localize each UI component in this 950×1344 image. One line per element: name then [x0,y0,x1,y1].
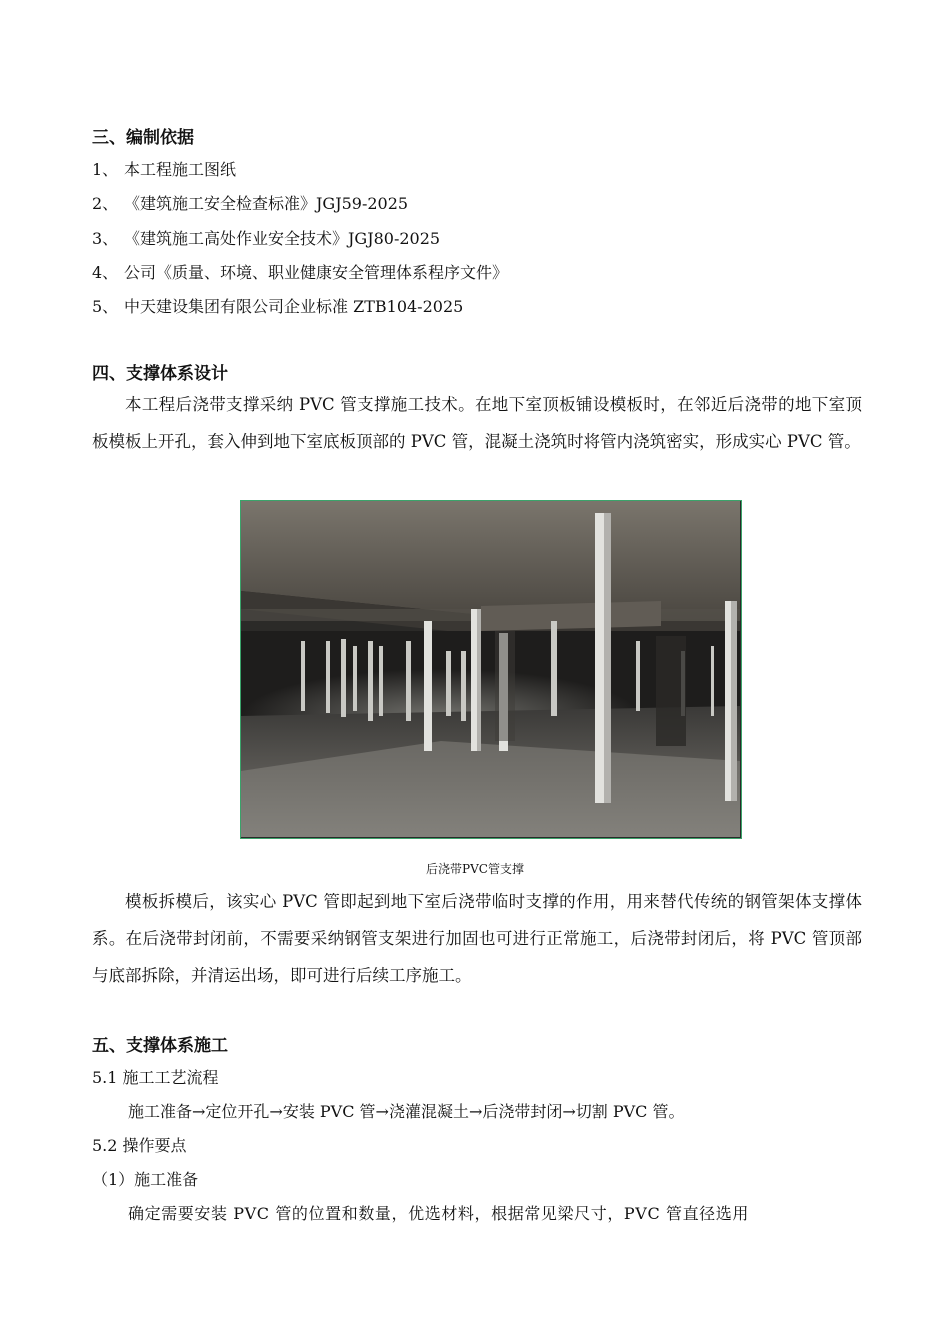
section-5-heading: 五、支撑体系施工 [92,1036,228,1056]
subsection-5-2: 5.2 操作要点 [92,1136,187,1155]
list-text: 公司《质量、环境、职业健康安全管理体系程序文件》 [124,263,509,282]
list-item [92,192,408,216]
list-text: 本工程施工图纸 [124,160,237,179]
basement-pvc-support-photo [240,500,742,839]
subsection-construction-prep: （1）施工准备 [92,1170,199,1189]
list-text: 《建筑施工安全检查标准》JGJ59-2025 [124,194,409,213]
subsection-5-1: 5.1 施工工艺流程 [92,1068,219,1087]
paragraph-prep: 确定需要安装 PVC 管的位置和数量，优选材料，根据常见梁尺寸，PVC 管直径选用 [128,1204,749,1223]
section-3-heading: 三、编制依据 [92,128,194,148]
photo-caption: 后浇带PVC管支撑 [426,862,524,876]
list-item [92,295,463,319]
list-item [92,227,440,251]
list-text: 中天建设集团有限公司企业标准 ZTB104-2025 [124,297,464,316]
section-4-heading: 四、支撑体系设计 [92,364,228,384]
paragraph-support-design: 本工程后浇带支撑采纳 PVC 管支撑施工技术。在地下室顶板铺设模板时，在邻近后浇带的地下室顶板模板上开孔，套入伸到地下室底板顶部的 PVC 管，混凝土浇筑时将管内浇筑密实，形成实心 PVC 管。 [92,395,862,451]
list-number: 3、 [92,229,119,248]
list-number: 4、 [92,263,119,282]
list-text: 《建筑施工高处作业安全技术》JGJ80-2025 [124,229,441,248]
list-number: 5、 [92,297,119,316]
list-item [92,261,508,285]
list-item [92,158,236,182]
process-flow: 施工准备→定位开孔→安装 PVC 管→浇灌混凝土→后浇带封闭→切割 PVC 管。 [128,1102,685,1121]
list-number: 1、 [92,160,119,179]
paragraph-support-effect: 模板拆模后，该实心 PVC 管即起到地下室后浇带临时支撑的作用，用来替代传统的钢管架体支撑体系。在后浇带封闭前，不需要采纳钢管支架进行加固也可进行正常施工，后浇带封闭后，将 PVC 管顶部与底部拆除，并清运出场，即可进行后续工序施工。 [92,892,862,985]
list-number: 2、 [92,194,119,213]
